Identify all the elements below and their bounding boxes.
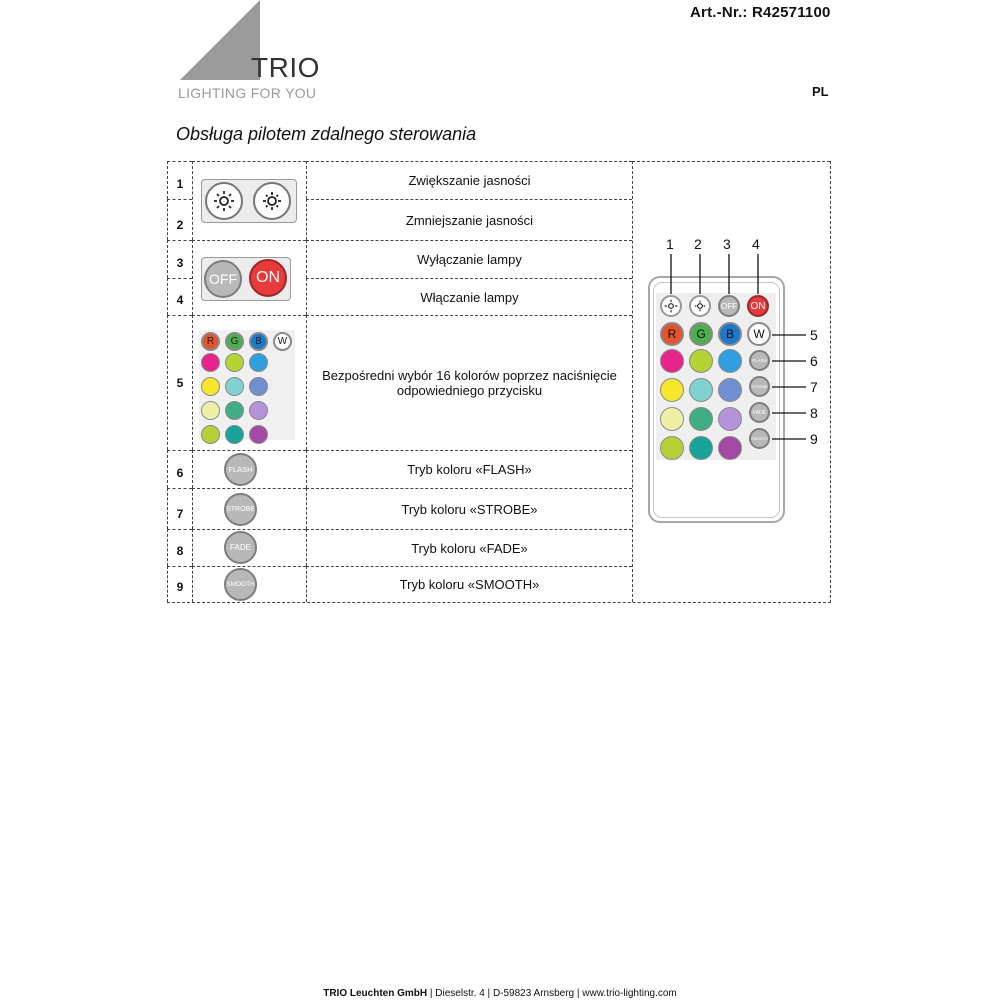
remote-color-swatch [660,436,684,460]
row-number: 6 [167,450,192,488]
remote-on-button: ON [747,295,769,317]
on-button-icon: ON [249,259,287,297]
callout-4: 4 [752,236,760,252]
footer-separator: | [576,988,583,999]
callout-lines-top [660,252,770,296]
remote-color-swatch [718,349,742,373]
footer-city: D-59823 Arnsberg [492,988,575,999]
footer-company: TRIO Leuchten GmbH [323,988,428,999]
icon-color-swatch [225,425,244,444]
row-number: 7 [167,488,192,529]
brand-name: TRIO [251,52,320,83]
brightness-up-icon [205,182,243,220]
icon-color-swatch [249,425,268,444]
remote-color-swatch [689,378,713,402]
remote-color-swatch [660,407,684,431]
w-button-icon: W [273,332,292,351]
footer-web[interactable]: www.trio-lighting.com [582,988,677,999]
callout-lines-side [770,330,808,445]
row-description: Zmniejszanie jasności [306,199,632,240]
row-number: 1 [167,161,192,199]
strobe-button-icon: STROBE [224,493,257,526]
callout-8: 8 [810,405,818,421]
row-number: 2 [167,199,192,240]
row-description: Tryb koloru «FADE» [306,529,632,566]
row-number: 3 [167,240,192,278]
remote-brightness-down-icon [689,295,711,317]
remote-brightness-up-icon [660,295,682,317]
footer-address: Dieselstr. 4 [435,988,485,999]
icon-color-swatch [225,377,244,396]
icon-color-swatch [201,425,220,444]
row-description: Wyłączanie lampy [306,240,632,278]
remote-r-button: R [660,322,684,346]
row-number: 9 [167,566,192,602]
icon-color-swatch [249,401,268,420]
fade-button-icon: FADE [224,531,257,564]
document-title: Obsługa pilotem zdalnego sterowania [176,124,477,144]
g-button-icon: G [225,332,244,351]
row-description: Tryb koloru «FLASH» [306,450,632,488]
row-description: Włączanie lampy [306,278,632,315]
footer-separator: | [487,988,493,999]
icon-color-swatch [201,401,220,420]
footer [0,988,1000,999]
footer-separator: | [429,988,436,999]
remote-color-swatch [718,436,742,460]
callout-3: 3 [723,236,731,252]
row-description: Bezpośredni wybór 16 kolorów poprzez naciśnięcie odpowiedniego przycisku [306,315,632,450]
icon-color-swatch [201,353,220,372]
icon-color-swatch [249,353,268,372]
table-border-bottom [167,602,831,603]
callout-1: 1 [666,236,674,252]
icon-color-swatch [201,377,220,396]
remote-flash-button: FLASH [749,350,770,371]
b-button-icon: B [249,332,268,351]
remote-color-swatch [718,378,742,402]
smooth-button-icon: SMOOTH [224,568,257,601]
remote-strobe-button: STROBE [749,376,770,397]
table-border-right [830,161,831,603]
icon-color-swatch [225,401,244,420]
remote-off-button: OFF [718,295,740,317]
r-button-icon: R [201,332,220,351]
off-button-icon: OFF [204,260,242,298]
remote-color-swatch [689,436,713,460]
row-description: Zwiększanie jasności [306,161,632,199]
remote-color-swatch [660,378,684,402]
row-description: Tryb koloru «SMOOTH» [306,566,632,602]
remote-color-swatch [689,407,713,431]
icon-color-swatch [225,353,244,372]
callout-9: 9 [810,431,818,447]
remote-b-button: B [718,322,742,346]
remote-w-button: W [747,322,771,346]
row-number: 4 [167,278,192,315]
flash-button-icon: FLASH [224,453,257,486]
language-code: PL [812,84,829,99]
remote-color-swatch [689,349,713,373]
callout-7: 7 [810,379,818,395]
remote-color-swatch [660,349,684,373]
callout-2: 2 [694,236,702,252]
callout-5: 5 [810,327,818,343]
remote-fade-button: FADE [749,402,770,423]
remote-color-swatch [718,407,742,431]
remote-g-button: G [689,322,713,346]
row-description: Tryb koloru «STROBE» [306,488,632,529]
icon-color-swatch [249,377,268,396]
remote-smooth-button: SMOOTH [749,428,770,449]
article-number: Art.-Nr.: R42571100 [690,4,831,21]
brand-tagline: LIGHTING FOR YOU [178,85,317,101]
row-number: 8 [167,529,192,566]
callout-6: 6 [810,353,818,369]
brightness-down-icon [253,182,291,220]
row-number: 5 [167,315,192,450]
trio-logo-triangle [178,0,262,82]
